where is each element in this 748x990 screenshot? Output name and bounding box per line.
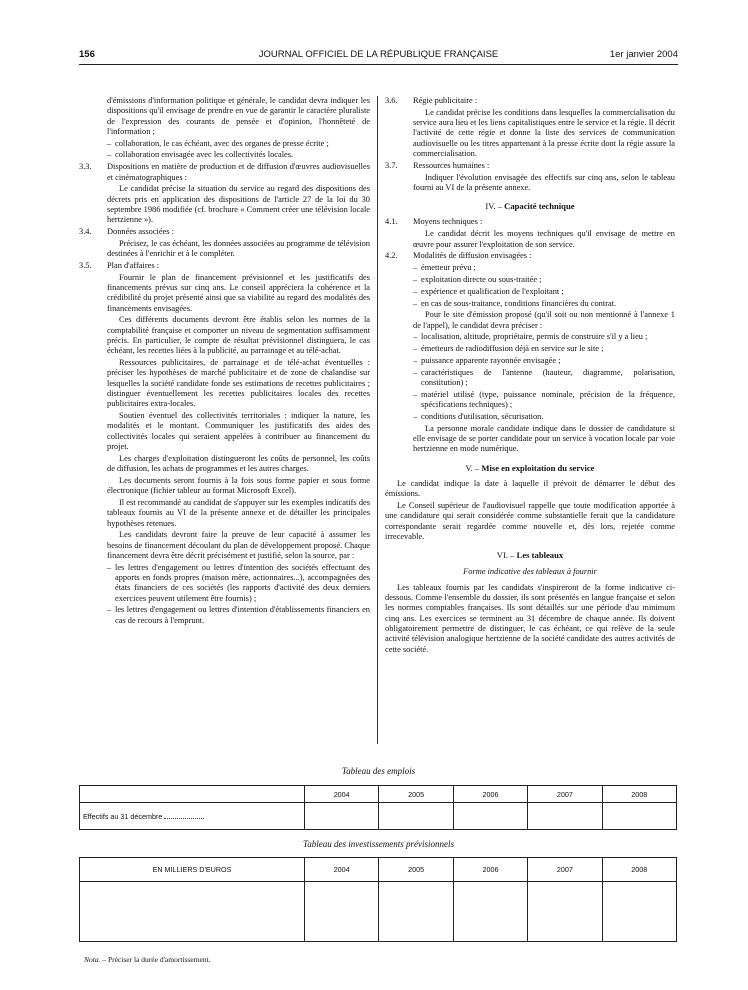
paragraph: Les documents seront fournis à la fois sous forme papier et sous forme électronique (fichier tableur au format Microsoft Excel). — [107, 475, 370, 496]
section-title: Moyens techniques : — [413, 217, 483, 227]
list-item: – expérience et qualification de l'exploitant ; — [385, 287, 675, 297]
section-title: Mise en exploitation du service — [481, 462, 595, 473]
table-investments-caption: Tableau des investissements prévisionnels — [303, 839, 454, 849]
page-number: 156 — [79, 49, 95, 60]
section-number: V. – — [465, 462, 480, 473]
table-row — [80, 882, 677, 942]
year-cell: 2008 — [602, 786, 676, 803]
table-corner-cell — [80, 786, 305, 803]
paragraph: Pour le site d'émission proposé (qu'il soit ou non mentionné à l'annexe 1 de l'appel), le candidat devra préciser : — [413, 310, 675, 330]
footnote — [84, 955, 211, 964]
paragraph: Ressources publicitaires, de parrainage et de télé-achat éventuelles : préciser les hypothèses de marché publicitaire et de zone de chalandise sur lesquelles la société candidate fonde ses estimations de recettes publicitaires ; distinguer éventuellement les recettes publicitaires locales des recettes publicitaires extra-locales. — [107, 358, 370, 409]
table-employment-caption: Tableau des emplois — [341, 766, 416, 776]
section-number: VI. – — [496, 550, 515, 561]
table-cell — [80, 882, 305, 942]
list-item: – collaboration envisagée avec les collectivités locales. — [79, 150, 370, 160]
section-5-title — [385, 463, 675, 473]
section-title: Les tableaux — [516, 550, 564, 561]
section-number: IV. – — [485, 201, 502, 212]
table-cell — [453, 803, 527, 830]
right-column — [385, 96, 675, 656]
paragraph: Il est recommandé au candidat de s'appuyer sur les exemples indicatifs des tableaux fournis au VI de la présente annexe et de détailler les principales hypothèses retenues. — [107, 497, 370, 528]
section-6-title — [385, 550, 675, 560]
list-item: – en cas de sous-traitance, conditions financières du contrat. — [385, 299, 675, 309]
list-item: – matériel utilisé (type, puissance nominale, précision de la fréquence, spécifications techniques) ; — [385, 390, 675, 411]
paragraph: Les charges d'exploitation distingueront les coûts de personnel, les coûts de diffusion, les achats de programmes et les autres charges. — [107, 453, 370, 474]
column-divider — [377, 96, 378, 744]
table-cell — [528, 803, 602, 830]
paragraph: Soutien éventuel des collectivités territoriales : indiquer la nature, les modalités et le montant. Communiquer les justificatifs des aides des collectivités locales qui seraient appelées à contribuer au financement du projet. — [107, 411, 370, 451]
table-header-row — [80, 858, 677, 882]
year-cell: 2007 — [528, 786, 602, 803]
list-item: – collaboration, le cas échéant, avec des organes de presse écrite ; — [79, 139, 370, 149]
table-cell — [453, 882, 527, 942]
list-item: – caractéristiques de l'antenne (hauteur, diagramme, polarisation, constitution) ; — [385, 368, 675, 389]
list-item: – conditions d'utilisation, sécurisation. — [385, 412, 675, 422]
list-item: – les lettres d'engagement ou lettres d'intention d'établissements financiers en cas de recours à l'emprunt. — [79, 605, 370, 626]
table-cell — [602, 882, 676, 942]
year-cell: 2005 — [379, 858, 453, 882]
left-column — [79, 96, 370, 628]
journal-title: JOURNAL OFFICIEL DE LA RÉPUBLIQUE FRANÇAISE — [258, 49, 499, 60]
list-item: – émetteur prévu ; — [385, 263, 675, 273]
section-title: Dispositions en matière de production et de diffusion d'œuvres audiovisuelles et cinématographiques : — [107, 162, 370, 182]
section-number: 3.7. — [385, 160, 398, 170]
section-3-4-heading — [79, 227, 370, 237]
footnote-label: Nota. — [84, 955, 101, 964]
section-title: Données associées : — [107, 227, 174, 237]
table-cell — [602, 803, 676, 830]
section-number: 3.3. — [79, 162, 92, 172]
section-4-1-heading — [385, 217, 675, 227]
year-cell: 2004 — [305, 786, 379, 803]
page-header — [79, 49, 678, 63]
section-number: 3.6. — [385, 96, 398, 105]
section-title: Plan d'affaires : — [107, 260, 160, 270]
paragraph: Indiquer l'évolution envisagée des effectifs sur cinq ans, selon le tableau fourni au VI de la présente annexe. — [413, 172, 675, 192]
table-cell — [379, 803, 453, 830]
section-title: Modalités de diffusion envisagées : — [413, 251, 532, 261]
table-header-label: EN MILLIERS D'EUROS — [80, 858, 305, 882]
paragraph: Le Conseil supérieur de l'audiovisuel rappelle que toute modification apportée à une candidature qui serait considérée comme substantielle ferait que la candidature correspondante serait regardée comme nouvelle et, dès lors, rejetée comme irrecevable. — [385, 501, 675, 541]
paragraph: Les candidats devront faire la preuve de leur capacité à assumer les besoins de financement découlant du plan de développement proposé. Chaque financement devra être décrit précisément et justifié, selon la source, par : — [107, 530, 370, 560]
year-cell: 2005 — [379, 786, 453, 803]
year-cell: 2006 — [453, 786, 527, 803]
section-subtitle: Forme indicative des tableaux à fournir — [463, 566, 597, 576]
section-3-3-heading — [79, 162, 370, 183]
year-cell: 2004 — [305, 858, 379, 882]
list-item: – les lettres d'engagement ou lettres d'intention des sociétés effectuant des apports en fonds propres (maison mère, actionnaires...), accompagnées des états financiers de ces sociétés (les rapports d'activité des deux derniers exercices peuvent utilement être fournis) ; — [79, 563, 370, 604]
paragraph: Le candidat précise les conditions dans lesquelles la commercialisation du service aura lieu et les liens capitalistiques entre le service et la régie. Il décrit l'activité de cette régie et donne la liste des services de communication audiovisuelle ou les titres appartenant à la presse écrite dont la régie assure la commercialisation. — [413, 107, 675, 158]
paragraph: Fournir le plan de financement prévisionnel et les justificatifs des financements prévus sur cinq ans. Le conseil appréciera la cohérence et la crédibilité du projet présenté ainsi que sa viabilité au regard des modalités des financements envisagées. — [107, 272, 370, 313]
year-cell: 2007 — [528, 858, 602, 882]
issue-date: 1er janvier 2004 — [609, 49, 678, 60]
table-header-row — [80, 786, 677, 803]
paragraph: Précisez, le cas échéant, les données associées au programme de télévision destinées à l'enrichir et à le compléter. — [107, 238, 370, 259]
list-item: – exploitation directe ou sous-traitée ; — [385, 275, 675, 285]
table-cell — [379, 882, 453, 942]
year-cell: 2006 — [453, 858, 527, 882]
footnote-text: – Préciser la durée d'amortissement. — [102, 955, 211, 964]
section-title: Ressources humaines : — [413, 160, 490, 170]
list-item: – puissance apparente rayonnée envisagée ; — [385, 356, 675, 366]
table-cell — [305, 882, 379, 942]
section-number: 3.5. — [79, 260, 92, 270]
section-3-5-heading — [79, 261, 370, 271]
paragraph: d'émissions d'information politique et générale, le candidat devra indiquer les dispositions qu'il envisage de prendre en vue de garantir le caractère pluraliste de l'expression des courants de pensée et d'opinion, l'honnêteté de l'information ; — [107, 96, 370, 136]
paragraph: Le candidat indique la date à laquelle il prévoit de démarrer le début des émissions. — [385, 479, 675, 499]
table-cell — [305, 803, 379, 830]
paragraph: Les tableaux fournis par les candidats s'inspireront de la forme indicative ci-dessous. Comme l'ensemble du dossier, ils sont présentés en langue française et selon les normes comptables françaises. Ils sont détaillés sur une période d'au minimum cinq ans. Les exercices se terminent au 31 décembre de chaque année. Ils doivent obligatoirement permettre de distinguer, le cas échéant, ce qui relève de la seule activité télévision analogique hertzienne de la société candidate des autres activités de cette société. — [385, 582, 675, 654]
table-employment — [79, 785, 677, 830]
header-rule — [79, 64, 678, 65]
section-4-title — [385, 201, 675, 211]
table-row — [80, 803, 677, 830]
section-title: Régie publicitaire : — [413, 96, 478, 105]
dotted-leader — [164, 818, 204, 819]
row-label-cell — [80, 803, 305, 830]
section-title: Capacité technique — [504, 201, 575, 212]
paragraph: Le candidat précise la situation du service au regard des dispositions des décrets pris en application des dispositions de l'article 27 de la loi du 30 septembre 1986 modifiée (cf. brochure « Comment créer une télévision locale hertzienne »). — [107, 184, 370, 225]
section-3-6-heading — [385, 96, 675, 106]
paragraph: Ces différents documents devront être établis selon les normes de la comptabilité française et comporter un niveau de segmentation suffisamment précis. En particulier, le compte de résultat prévisionnel distinguera, le cas échéant, les recettes liées à la publicité, au parrainage et au télé-achat. — [107, 315, 370, 356]
section-number: 3.4. — [79, 227, 92, 237]
table-cell — [528, 882, 602, 942]
year-cell: 2008 — [602, 858, 676, 882]
list-item: – émetteurs de radiodiffusion déjà en service sur le site ; — [385, 344, 675, 354]
section-number: 4.1. — [385, 217, 398, 227]
paragraph: La personne morale candidate indique dans le dossier de candidature si elle envisage de se porter candidate pour un service à vocation locale par voie hertzienne en mode numérique. — [413, 423, 675, 454]
section-3-7-heading — [385, 161, 675, 171]
section-number: 4.2. — [385, 251, 398, 261]
row-label: Effectifs au 31 décembre — [83, 811, 163, 821]
section-4-2-heading — [385, 251, 675, 261]
list-item: – localisation, altitude, propriétaire, permis de construire s'il y a lieu ; — [385, 332, 675, 342]
paragraph: Le candidat décrit les moyens techniques qu'il envisage de mettre en œuvre pour assurer l'exploitation de son service. — [413, 229, 675, 249]
table-investments — [79, 857, 677, 942]
